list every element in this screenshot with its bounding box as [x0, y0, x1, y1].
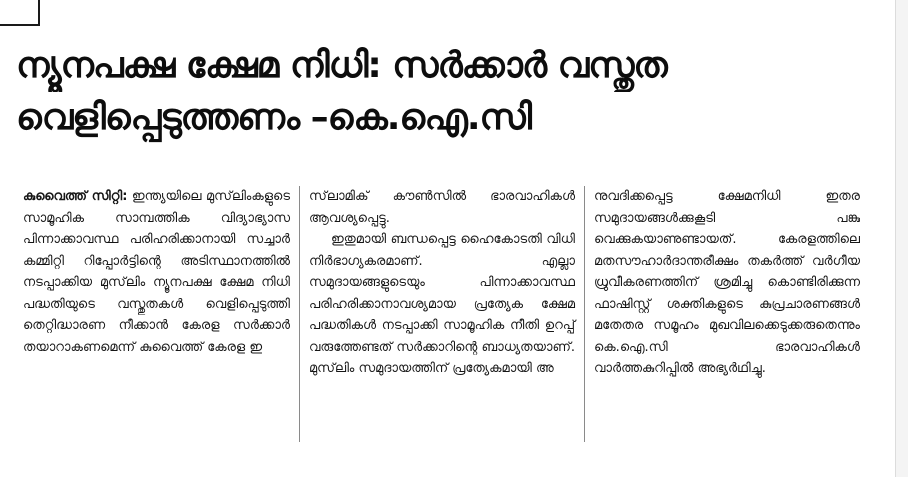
clipping-corner-mark	[0, 0, 40, 26]
paragraph-text: ഇന്ത്യയിലെ മുസ്‌ലിംകളുടെ സാമൂഹിക സാമ്പത്തിക വിദ്യാഭ്യാസ പിന്നാക്കാവസ്ഥ പരിഹരിക്കാനായി സച്ചാർ കമ്മിറ്റി റിപ്പോർട്ടിന്റെ അടിസ്ഥാനത്തിൽ നടപ്പാക്കിയ മുസ്‌ലിം ന്യൂനപക്ഷ ക്ഷേമ നിധി പദ്ധതിയുടെ വസ്തുതകൾ വെളിപ്പെടുത്തി തെറ്റിദ്ധാരണ നീക്കാൻ കേരള സർക്കാർ തയാറാകണമെന്ന് കുവൈത്ത് കേരള ഇ	[23, 189, 290, 355]
paragraph: നുവദിക്കപ്പെട്ട ക്ഷേമനിധി ഇതര സമുദായങ്ങൾക്കുകൂടി പങ്കു വെക്കുകയാണുണ്ടായത്. കേരളത്തിലെ മതസൗഹാർദാന്തരീക്ഷം തകർത്ത് വർഗീയ ധ്രുവീകരണത്തിന് ശ്രമിച്ചു കൊണ്ടിരിക്കുന്ന ഫാഷിസ്റ്റ് ശക്തികളുടെ കുപ്രചാരണങ്ങൾ മതേതര സമൂഹം മുഖവിലക്കെടുക്കരുതെന്നും കെ.ഐ.സി ഭാരവാഹികൾ വാർത്തകുറിപ്പിൽ അഭ്യർഥിച്ചു.	[594, 189, 860, 376]
paragraph	[23, 186, 290, 358]
column-1	[14, 186, 299, 442]
article-body	[14, 186, 892, 442]
headline-line-1: ന്യൂനപക്ഷ ക്ഷേമ നിധി: സർക്കാർ വസ്തുത	[16, 45, 667, 86]
paragraph: സ്‌ലാമിക് കൗൺസിൽ ഭാരവാഹികൾ ആവശ്യപ്പെട്ടു.	[309, 189, 575, 226]
paragraph: ഇതുമായി ബന്ധപ്പെട്ട ഹൈകോടതി വിധി നിർഭാഗ്യകരമാണ്. എല്ലാ സമുദായങ്ങളുടെയും പിന്നാക്കാവസ്ഥ പരിഹരിക്കാനാവശ്യമായ പ്രത്യേക ക്ഷേമ പദ്ധതികൾ നടപ്പാക്കി സാമൂഹിക നീതി ഉറപ്പ് വരുത്തേണ്ടത് സർക്കാറിന്റെ ബാധ്യതയാണ്. മുസ്‌ലിം സമുദായത്തിന് പ്രത്യേകമായി അ	[309, 232, 575, 376]
headline-line-2: വെളിപ്പെടുത്തണം –കെ.ഐ.സി	[16, 97, 532, 138]
headline	[16, 40, 876, 144]
clipping-right-edge	[895, 0, 908, 477]
column-3	[584, 186, 869, 442]
column-2	[299, 186, 584, 442]
dateline: കുവൈത്ത് സിറ്റി:	[23, 189, 128, 204]
